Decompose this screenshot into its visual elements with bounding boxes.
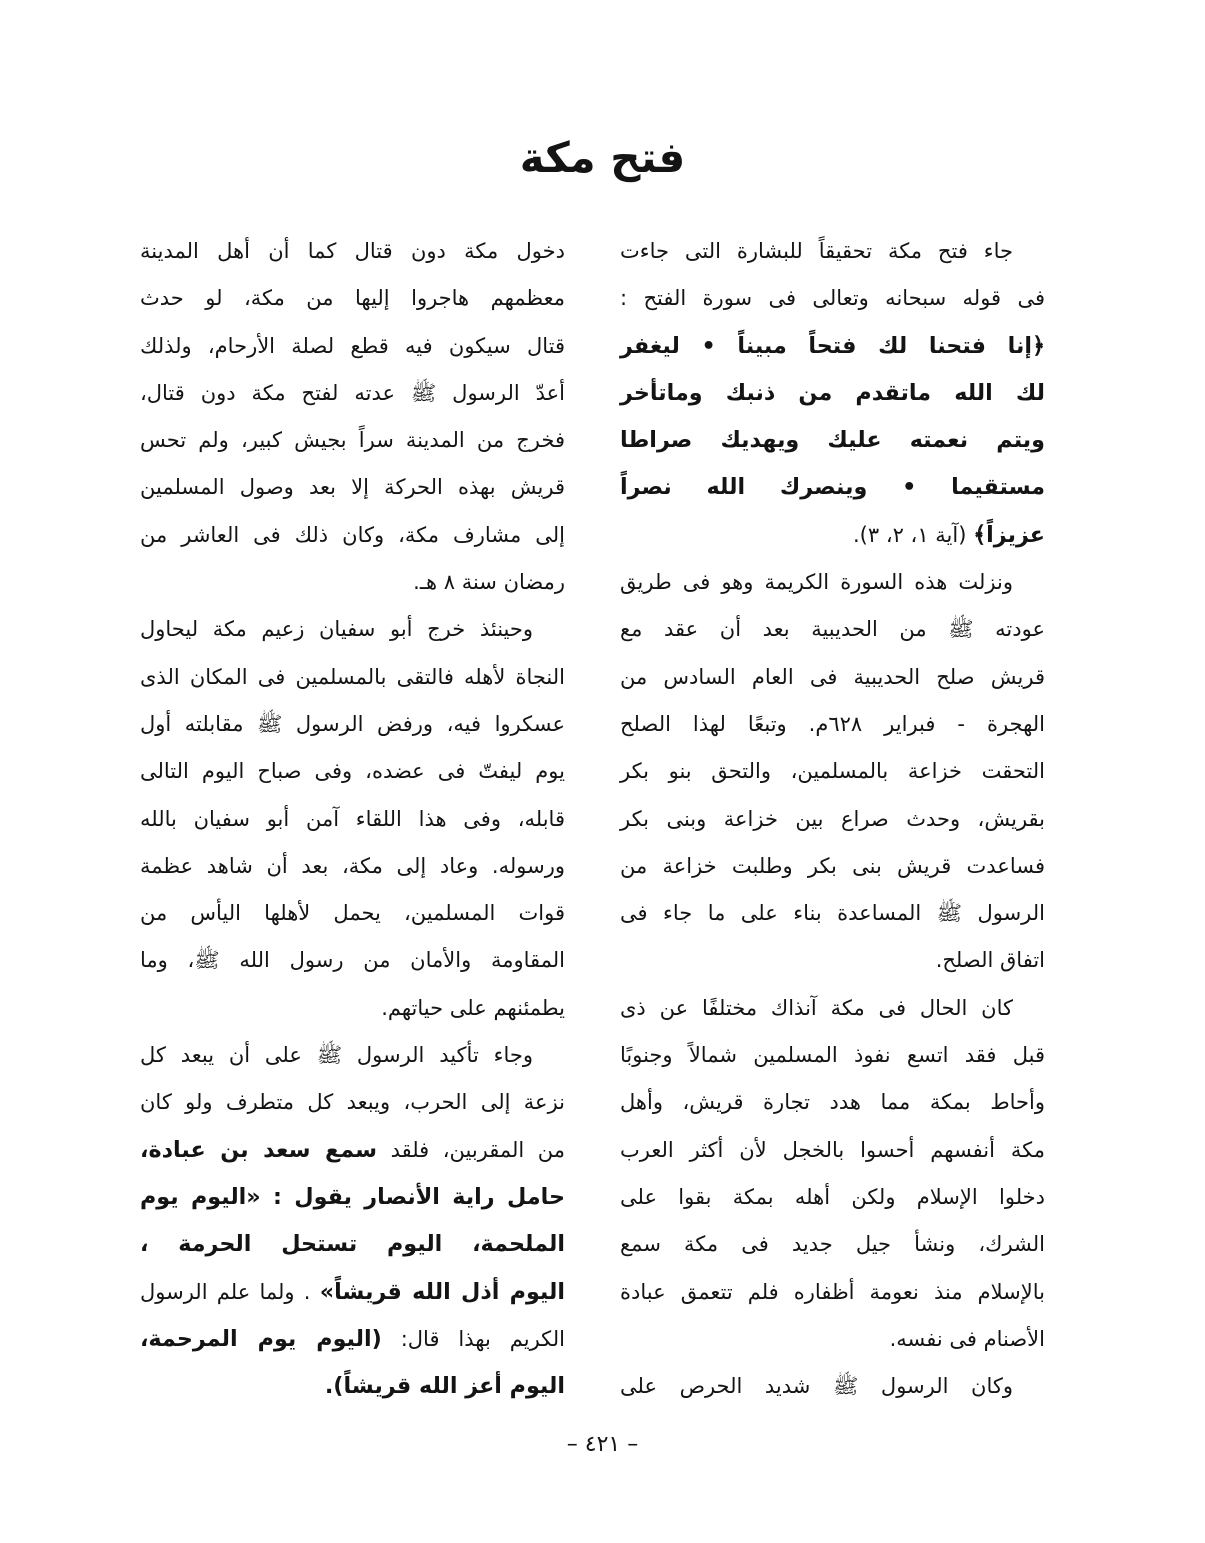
line-text: [620, 1079, 1045, 1126]
text-segment: دخلوا الإسلام ولكن أهله بمكة بقوا على: [620, 1184, 1045, 1209]
line-text: [140, 937, 565, 984]
text-line: [620, 701, 1045, 748]
text-segment: الهجرة - فبراير ٦٢٨م. وتبعًا لهذا الصلح: [620, 711, 1045, 736]
text-segment: فى قوله سبحانه وتعالى فى سورة الفتح :: [620, 286, 1045, 311]
line-text: [140, 606, 533, 653]
line-text: [140, 512, 565, 559]
text-segment: كان الحال فى مكة آنذاك مختلفًا عن ذى: [620, 995, 1013, 1020]
text-line: [620, 275, 1045, 322]
text-line: [620, 559, 1045, 606]
line-text: [620, 1032, 1045, 1079]
line-text: [620, 1269, 1045, 1316]
bold-text: عزيزاً﴾: [973, 521, 1045, 548]
line-text: [140, 843, 565, 890]
text-segment: فخرج من المدينة سراً بجيش كبير، ولم تحس: [140, 428, 565, 453]
line-text: [620, 1363, 1013, 1410]
text-segment: عسكروا فيه، ورفض الرسول ﷺ مقابلته أول: [140, 711, 565, 736]
text-line: [140, 843, 565, 890]
paragraph: [620, 559, 1045, 985]
text-line: [620, 1269, 1045, 1316]
line-text: [140, 1316, 565, 1363]
text-segment: قريش بهذه الحركة إلا بعد وصول المسلمين: [140, 475, 565, 500]
text-line: [140, 228, 565, 275]
line-text: [140, 323, 565, 370]
bold-text: اليوم أذل الله قريشاً»: [319, 1278, 565, 1305]
line-text: [140, 370, 565, 417]
text-segment: ونزلت هذه السورة الكريمة وهو فى طريق: [620, 570, 1013, 595]
text-line: [140, 1269, 565, 1316]
bold-text: لك الله ماتقدم من ذنبك وماتأخر: [620, 379, 1045, 406]
text-segment: دخول مكة دون قتال كما أن أهل المدينة: [140, 239, 565, 263]
text-line: [620, 417, 1045, 464]
text-segment: الرسول ﷺ المساعدة بناء على ما جاء فى: [620, 901, 1045, 926]
text-line: [620, 1363, 1045, 1410]
line-text: [620, 323, 1045, 370]
bold-text: ويتم نعمته عليك ويهديك صراطا: [620, 427, 1045, 454]
text-segment: وحينئذ خرج أبو سفيان زعيم مكة ليحاول: [140, 617, 533, 642]
line-text: [140, 417, 565, 464]
paragraph: [620, 228, 1045, 559]
text-line: [140, 1174, 565, 1221]
line-text: [413, 559, 565, 606]
paragraph: [140, 606, 565, 1032]
text-segment: معظمهم هاجروا إليها من مكة، لو حدث: [140, 286, 565, 311]
text-segment: من المقربين، فلقد: [377, 1137, 565, 1162]
paragraph: [620, 985, 1045, 1363]
bold-text: (اليوم يوم المرحمة،: [139, 1325, 382, 1352]
text-segment: (آية ١، ٢، ٣).: [852, 522, 974, 547]
text-segment: قتال سيكون فيه قطع لصلة الأرحام، ولذلك: [140, 333, 565, 358]
line-text: [620, 890, 1045, 937]
line-text: [620, 417, 1045, 464]
line-text: [140, 228, 565, 275]
page-number: – ٤٢١ –: [566, 1432, 639, 1457]
text-segment: اتفاق الصلح.: [935, 948, 1045, 973]
line-text: [936, 937, 1045, 984]
text-line: [140, 748, 565, 795]
text-line: [140, 464, 565, 511]
paragraph: [140, 1032, 565, 1410]
text-line: [620, 1127, 1045, 1174]
text-segment: المقاومة والأمان من رسول الله ﷺ، وما: [140, 948, 565, 973]
bold-text: سمع سعد بن عبادة،: [140, 1136, 378, 1163]
line-text: [140, 1269, 565, 1316]
text-line: [140, 1079, 565, 1126]
line-text: [620, 275, 1045, 322]
text-segment: قبل فقد اتسع نفوذ المسلمين شمالاً وجنوبًا: [620, 1043, 1045, 1068]
line-text: [140, 796, 565, 843]
text-line: [140, 559, 565, 606]
line-text: [853, 512, 1045, 559]
text-line: [140, 1363, 565, 1410]
line-text: [620, 370, 1045, 417]
text-line: [620, 796, 1045, 843]
text-segment: قابله، وفى هذا اللقاء آمن أبو سفيان بالله: [140, 806, 565, 831]
text-segment: قريش صلح الحديبية فى العام السادس من: [620, 664, 1045, 689]
text-line: [140, 654, 565, 701]
right-column: [620, 228, 1045, 1410]
text-segment: فساعدت قريش بنى بكر وطلبت خزاعة من: [620, 853, 1045, 878]
text-line: [620, 1032, 1045, 1079]
text-line: [140, 1221, 565, 1268]
line-text: [325, 1363, 565, 1410]
text-line: [140, 937, 565, 984]
line-text: [620, 843, 1045, 890]
line-text: [140, 701, 565, 748]
text-segment: يوم ليفتّ فى عضده، وفى صباح اليوم التالى: [140, 759, 565, 784]
text-segment: وأحاط بمكة مما هدد تجارة قريش، وأهل: [620, 1090, 1045, 1115]
text-line: [620, 370, 1045, 417]
line-text: [140, 464, 565, 511]
line-text: [140, 1079, 565, 1126]
line-text: [140, 275, 565, 322]
line-text: [620, 228, 1013, 275]
text-segment: بالإسلام منذ نعومة أظفاره فلم تتعمق عبادة: [620, 1279, 1045, 1304]
line-text: [140, 1221, 565, 1268]
text-segment: إلى مشارف مكة، وكان ذلك فى العاشر من: [140, 522, 565, 547]
text-line: [620, 985, 1045, 1032]
line-text: [620, 796, 1045, 843]
text-line: [620, 512, 1045, 559]
line-text: [140, 1127, 565, 1174]
text-line: [620, 1221, 1045, 1268]
text-segment: وجاء تأكيد الرسول ﷺ على أن يبعد كل: [140, 1043, 533, 1068]
text-line: [140, 417, 565, 464]
text-line: [140, 370, 565, 417]
text-segment: التحقت خزاعة بالمسلمين، والتحق بنو بكر: [620, 759, 1045, 784]
line-text: [620, 748, 1045, 795]
text-line: [620, 890, 1045, 937]
text-line: [620, 606, 1045, 653]
text-segment: يطمئنهم على حياتهم.: [381, 995, 565, 1020]
text-line: [620, 748, 1045, 795]
text-segment: قوات المسلمين، يحمل لأهلها اليأس من: [140, 901, 565, 926]
line-text: [381, 985, 565, 1032]
text-segment: بقريش، وحدث صراع بين خزاعة وبنى بكر: [620, 806, 1045, 831]
text-line: [620, 228, 1045, 275]
text-line: [140, 985, 565, 1032]
bold-text: الملحمة، اليوم تستحل الحرمة ،: [140, 1231, 565, 1258]
line-text: [620, 985, 1013, 1032]
text-line: [140, 323, 565, 370]
text-line: [620, 843, 1045, 890]
text-line: [620, 937, 1045, 984]
line-text: [620, 1221, 1045, 1268]
line-text: [620, 1174, 1045, 1221]
text-segment: الأصنام فى نفسه.: [889, 1326, 1045, 1351]
text-segment: أعدّ الرسول ﷺ عدته لفتح مكة دون قتال،: [140, 380, 565, 405]
paragraph: [140, 228, 565, 606]
text-line: [620, 1174, 1045, 1221]
line-text: [620, 654, 1045, 701]
text-line: [140, 606, 565, 653]
line-text: [140, 1032, 533, 1079]
text-line: [140, 275, 565, 322]
line-text: [140, 890, 565, 937]
paragraph: [620, 1363, 1045, 1410]
line-text: [620, 701, 1045, 748]
text-segment: نزعة إلى الحرب، ويبعد كل متطرف ولو كان: [140, 1090, 565, 1115]
text-line: [140, 1316, 565, 1363]
line-text: [140, 748, 565, 795]
line-text: [620, 559, 1013, 606]
text-line: [140, 1032, 565, 1079]
bold-text: اليوم أعز الله قريشاً).: [324, 1373, 565, 1400]
left-column: [140, 228, 565, 1410]
text-segment: جاء فتح مكة تحقيقاً للبشارة التى جاءت: [620, 239, 1013, 263]
text-line: [140, 1127, 565, 1174]
text-line: [620, 323, 1045, 370]
text-segment: وكان الرسول ﷺ شديد الحرص على: [620, 1374, 1013, 1399]
text-segment: مكة أنفسهم أحسوا بالخجل لأن أكثر العرب: [620, 1137, 1045, 1162]
line-text: [620, 606, 1045, 653]
text-line: [620, 1079, 1045, 1126]
line-text: [140, 654, 565, 701]
text-segment: رمضان سنة ٨ هـ.: [413, 570, 565, 595]
page-title: فتح مكة: [519, 133, 686, 182]
text-segment: النجاة لأهله فالتقى بالمسلمين فى المكان الذى: [140, 664, 565, 689]
text-segment: عودته ﷺ من الحديبية بعد أن عقد مع: [620, 617, 1045, 642]
text-segment: الشرك، ونشأ جيل جديد فى مكة سمع: [620, 1232, 1045, 1257]
line-text: [620, 464, 1045, 511]
line-text: [620, 1127, 1045, 1174]
text-segment: الكريم بهذا قال:: [381, 1326, 565, 1351]
text-line: [140, 796, 565, 843]
text-line: [140, 890, 565, 937]
text-segment: ورسوله. وعاد إلى مكة، بعد أن شاهد عظمة: [140, 853, 565, 878]
bold-text: حامل راية الأنصار يقول : «اليوم يوم: [140, 1183, 565, 1210]
text-line: [620, 654, 1045, 701]
bold-text: مستقيما • وينصرك الله نصراً: [620, 474, 1045, 501]
line-text: [140, 1174, 565, 1221]
text-line: [620, 1316, 1045, 1363]
text-segment: . ولما علم الرسول: [140, 1279, 320, 1304]
text-line: [140, 701, 565, 748]
bold-text: ﴿إنا فتحنا لك فتحاً مبيناً • ليغفر: [620, 332, 1045, 359]
text-line: [620, 464, 1045, 511]
text-line: [140, 512, 565, 559]
line-text: [890, 1316, 1045, 1363]
